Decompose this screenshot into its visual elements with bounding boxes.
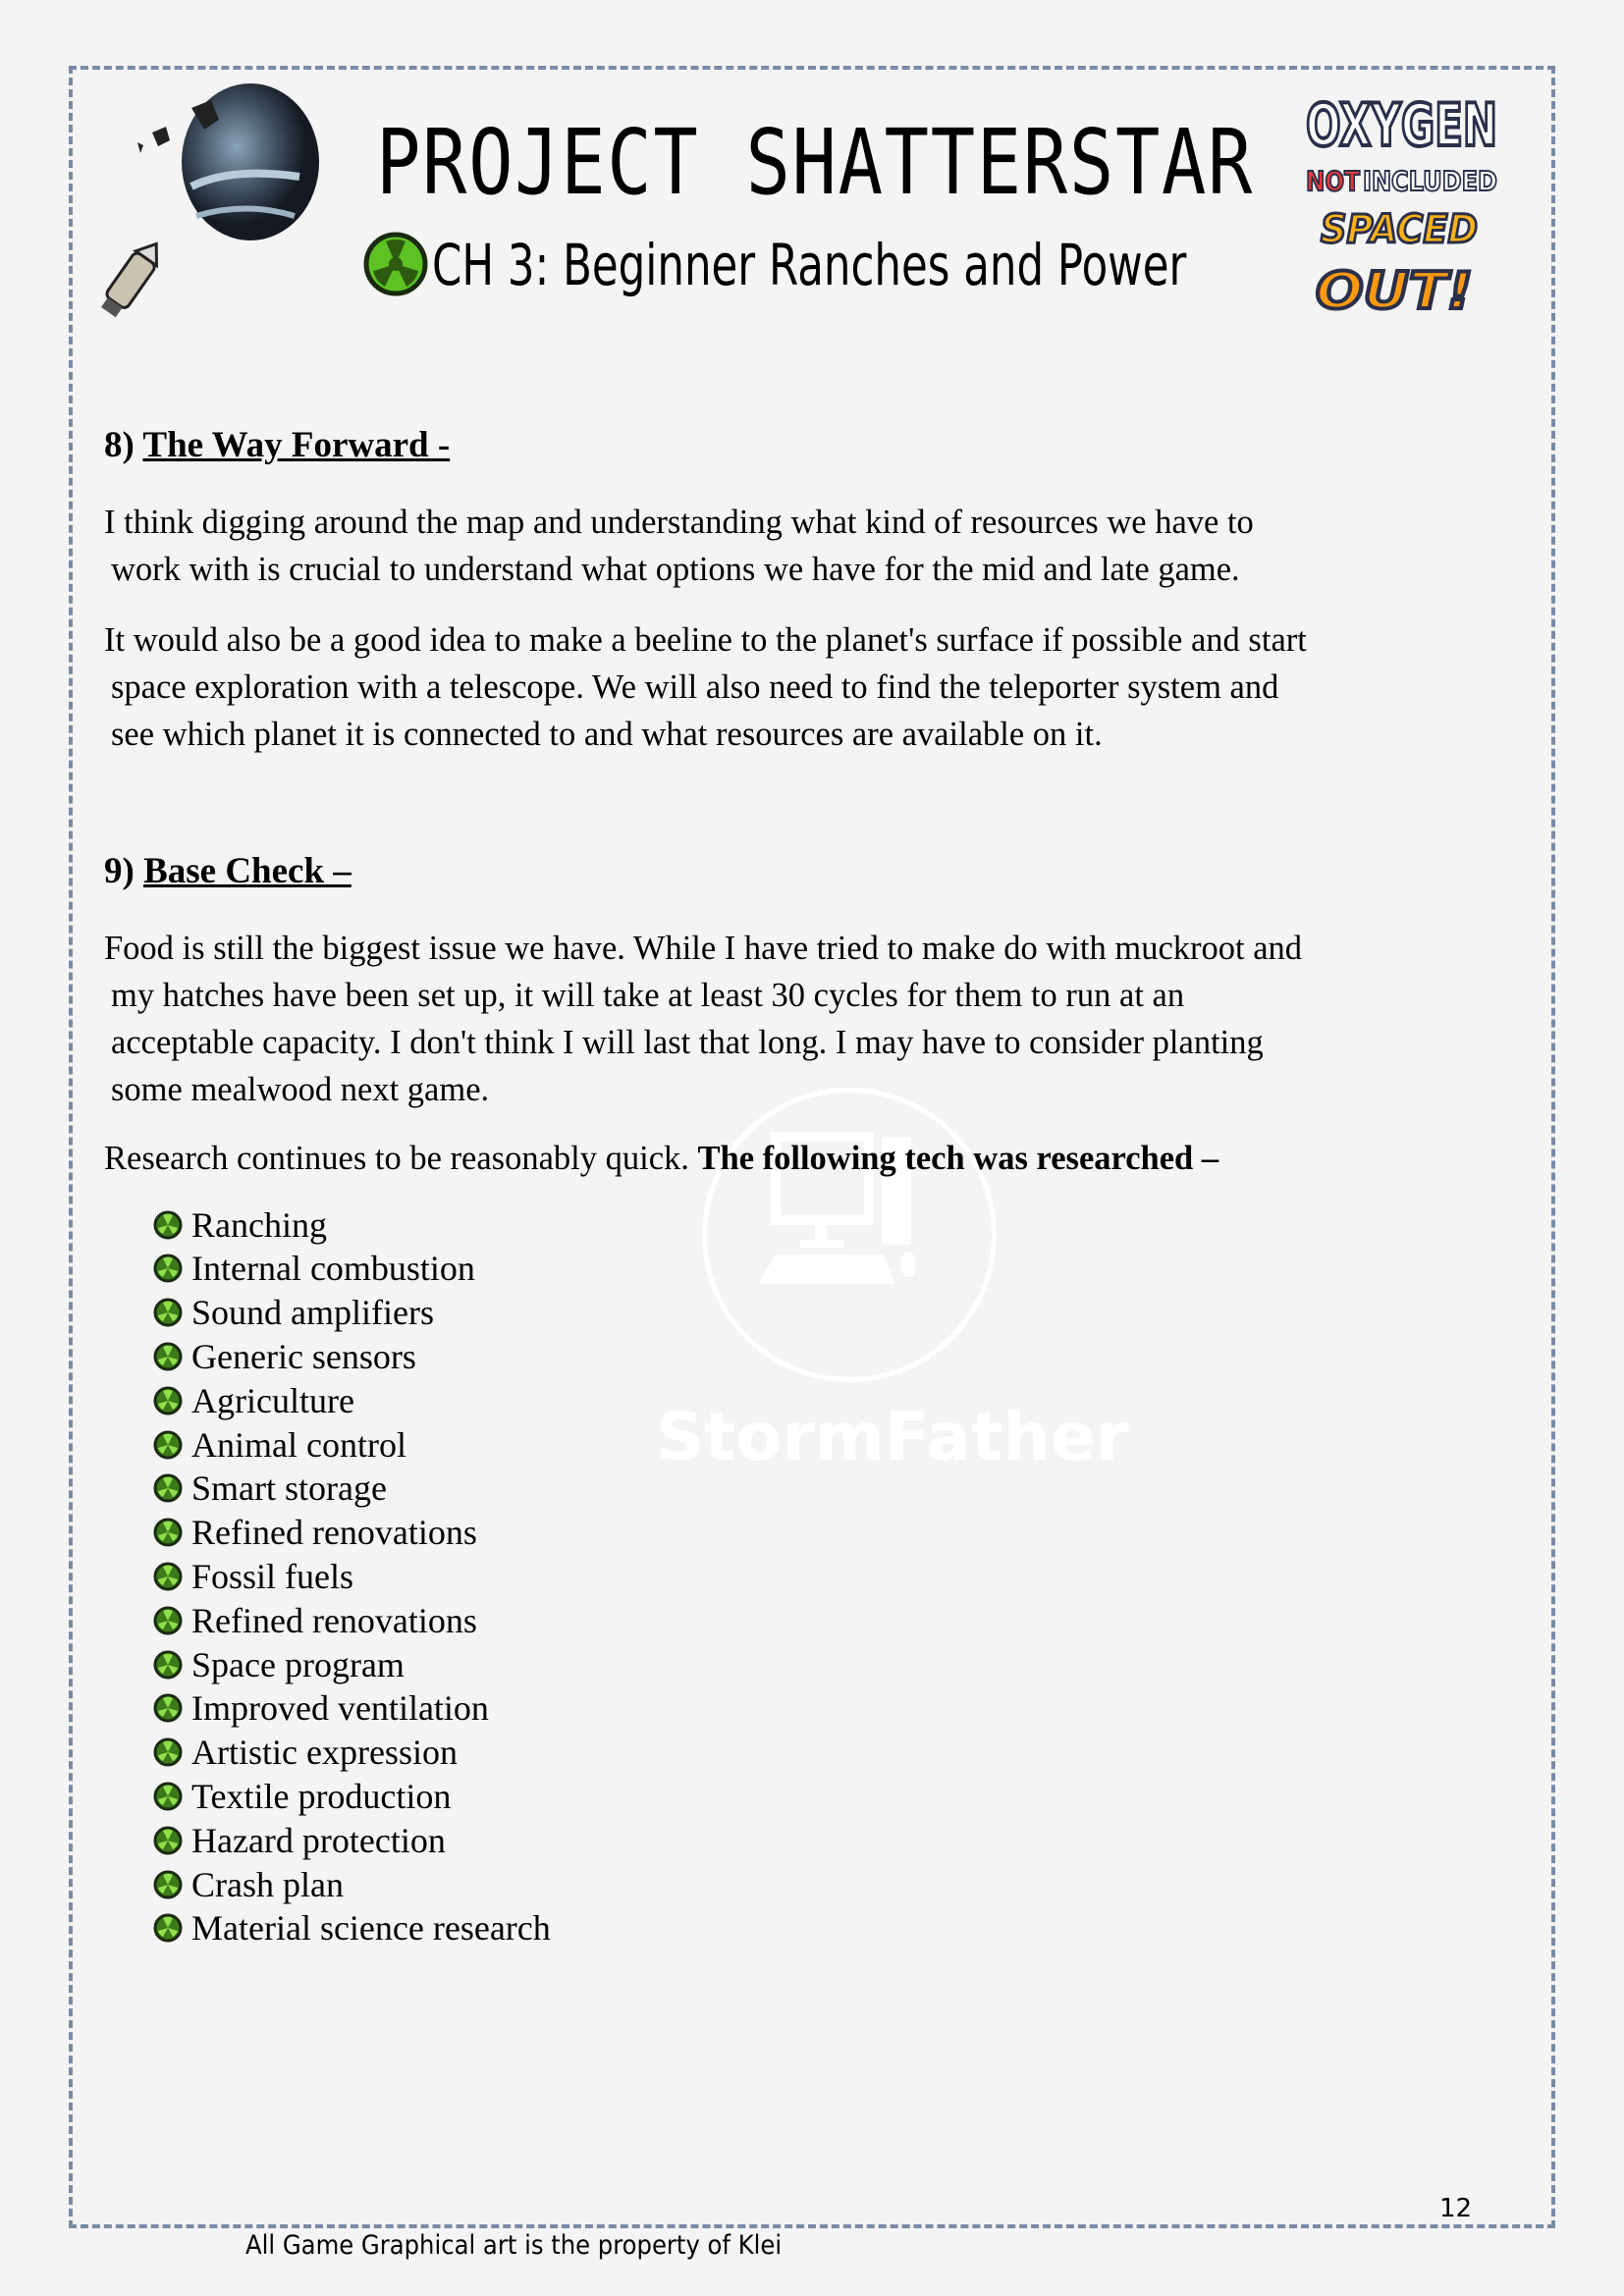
tech-list-item <box>152 1774 451 1818</box>
radiation-bullet-icon <box>152 1736 184 1768</box>
heading-number: 8) <box>104 425 135 465</box>
watermark-circle <box>702 1088 997 1382</box>
svg-text:OUT!: OUT! <box>1316 262 1473 321</box>
heading-text: Base Check – <box>143 851 352 891</box>
paragraph <box>104 616 1307 758</box>
tech-name: Agriculture <box>191 1380 354 1420</box>
tech-list-item <box>152 1598 477 1642</box>
radiation-bullet-icon <box>152 1561 184 1592</box>
tech-list-item <box>152 1334 416 1378</box>
text-line: I think digging around the map and understanding what kind of resources we have to <box>104 504 1254 541</box>
tech-list-item <box>152 1818 446 1862</box>
section-heading-way-forward <box>104 424 450 466</box>
tech-list-item <box>152 1378 354 1422</box>
tech-name: Fossil fuels <box>191 1556 354 1596</box>
paragraph <box>104 499 1254 593</box>
svg-text:OXYGEN: OXYGEN <box>1306 91 1497 160</box>
tech-name: Ranching <box>191 1204 327 1245</box>
tech-list-item <box>152 1642 405 1686</box>
tech-name: Hazard protection <box>191 1820 446 1860</box>
bold-text: The following tech was researched – <box>697 1140 1219 1177</box>
radiation-bullet-icon <box>152 1253 184 1284</box>
tech-name: Textile production <box>191 1776 452 1816</box>
tech-name: Animal control <box>191 1424 406 1465</box>
tech-list-item <box>152 1731 458 1775</box>
radiation-bullet-icon <box>152 1297 184 1328</box>
tech-name: Refined renovations <box>191 1600 477 1640</box>
text-line: acceptable capacity. I don't think I will last that long. I may have to consider planting <box>111 1024 1264 1061</box>
text-line: It would also be a good idea to make a beeline to the planet's surface if possible and start <box>104 621 1307 659</box>
radiation-bullet-icon <box>152 1912 184 1944</box>
tech-name: Smart storage <box>191 1468 387 1509</box>
tech-list-item <box>152 1467 387 1511</box>
radiation-bullet-icon <box>152 1472 184 1504</box>
radiation-bullet-icon <box>152 1341 184 1372</box>
watermark-text: StormFather <box>656 1399 1129 1476</box>
research-intro <box>104 1135 1218 1182</box>
tech-name: Refined renovations <box>191 1513 477 1553</box>
tech-list-item <box>152 1291 434 1335</box>
footer-credit: All Game Graphical art is the property of Klei <box>245 2230 783 2261</box>
paragraph <box>104 925 1302 1113</box>
section-heading-base-check <box>104 850 352 892</box>
radiation-bullet-icon <box>152 1605 184 1636</box>
planet-logo-icon <box>98 88 324 334</box>
tech-name: Crash plan <box>191 1864 344 1904</box>
page-number: 12 <box>1439 2194 1473 2223</box>
document-title: PROJECT SHATTERSTAR <box>376 110 1255 215</box>
radiation-bullet-icon <box>152 1517 184 1548</box>
radiation-bullet-icon <box>152 1825 184 1856</box>
radiation-icon <box>361 230 430 298</box>
tech-list-item <box>152 1554 353 1598</box>
tech-list-item <box>152 1247 475 1291</box>
text-line: Food is still the biggest issue we have. While I have tried to make do with muckroot and <box>104 930 1303 967</box>
heading-number: 9) <box>104 851 135 891</box>
oxygen-not-included-logo <box>1301 90 1507 321</box>
tech-name: Generic sensors <box>191 1336 416 1376</box>
radiation-bullet-icon <box>152 1869 184 1900</box>
radiation-bullet-icon <box>152 1692 184 1724</box>
text-line: some mealwood next game. <box>111 1071 490 1108</box>
radiation-bullet-icon <box>152 1385 184 1416</box>
heading-text: The Way Forward - <box>142 425 451 465</box>
tech-name: Space program <box>191 1644 405 1684</box>
svg-text:INCLUDED: INCLUDED <box>1363 165 1497 197</box>
tech-name: Artistic expression <box>191 1733 458 1773</box>
tech-list-item <box>152 1862 344 1906</box>
svg-text:SPACED: SPACED <box>1321 207 1478 252</box>
tech-list-item <box>152 1686 489 1731</box>
radiation-bullet-icon <box>152 1649 184 1681</box>
tech-name: Internal combustion <box>191 1249 475 1289</box>
chapter-subtitle: CH 3: Beginner Ranches and Power <box>432 232 1187 298</box>
tech-list-item <box>152 1511 477 1555</box>
tech-name: Improved ventilation <box>191 1688 489 1729</box>
text-line: my hatches have been set up, it will take at least 30 cycles for them to run at an <box>111 977 1185 1014</box>
svg-text:NOT: NOT <box>1306 165 1360 197</box>
text-line: space exploration with a telescope. We will also need to find the teleporter system and <box>111 668 1279 706</box>
text-line: work with is crucial to understand what options we have for the mid and late game. <box>111 551 1240 588</box>
tech-list-item <box>152 1422 406 1467</box>
tech-list-item <box>152 1202 327 1247</box>
radiation-bullet-icon <box>152 1209 184 1241</box>
text-line: see which planet it is connected to and what resources are available on it. <box>111 716 1103 753</box>
tech-list-item <box>152 1906 551 1950</box>
radiation-bullet-icon <box>152 1429 184 1461</box>
text-line: Research continues to be reasonably quick. <box>104 1140 689 1177</box>
tech-name: Sound amplifiers <box>191 1293 434 1333</box>
tech-name: Material science research <box>191 1908 551 1949</box>
radiation-bullet-icon <box>152 1781 184 1812</box>
